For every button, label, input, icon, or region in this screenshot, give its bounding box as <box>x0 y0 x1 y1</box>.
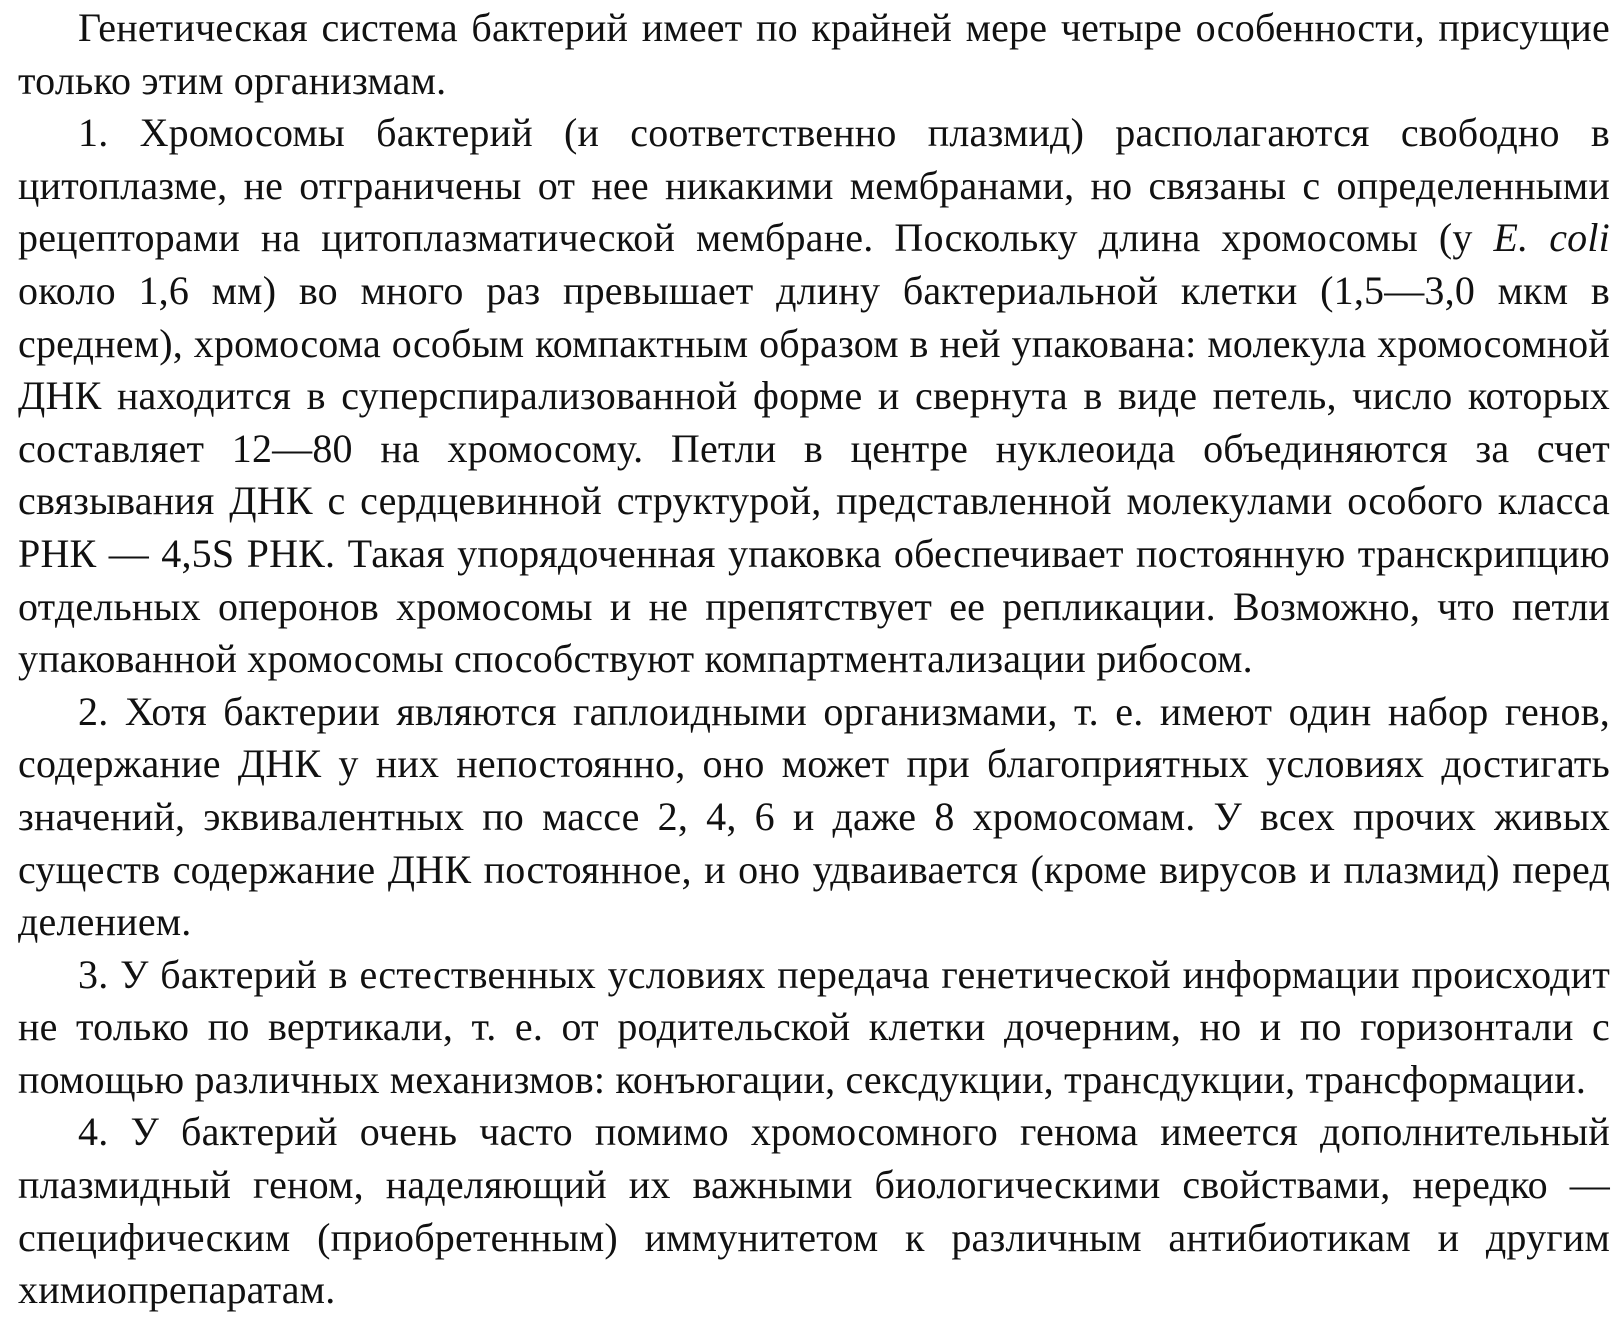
feature-3-paragraph: 3. У бактерий в естественных условиях передача генетической информации происходит не только по вертикали, т. е. от родительской клетки дочерним, но и по горизонтали с помощью различных механизмов: конъюгации, сексдукции, трансдукции, трансформации. <box>18 951 1610 1102</box>
document-page <box>18 2 1610 1317</box>
feature-2-paragraph: 2. Хотя бактерии являются гаплоидными организмами, т. е. имеют один набор генов, содержание ДНК у них непостоянно, оно может при благоприятных условиях достигать значений, эквивалентных по массе 2, 4, 6 и даже 8 хромосомам. У всех прочих живых существ содержание ДНК постоянное, и оно удваивается (кроме вирусов и плазмид) перед делением. <box>18 688 1610 945</box>
feature-1-text-start: 1. Хромосомы бактерий (и соответственно плазмид) располагаются свободно в цитоплазме, не отграничены от нее никакими мембранами, но связаны с определенными рецепторами на цитоплазматической мембране. Поскольку длина хромосомы (у <box>18 110 1610 261</box>
feature-1-text-end: около 1,6 мм) во много раз превышает длину бактериальной клетки (1,5—3,0 мкм в среднем), хромосома особым компактным образом в ней упакована: молекула хромосомной ДНК находится в суперспирализованной форме и свернута в виде петель, число которых составляет 12—80 на хромосому. Петли в центре нуклеоида объединяются за счет связывания ДНК с сердцевинной структурой, представленной молекулами особого класса РНК — 4,5S РНК. Такая упорядоченная упаковка обеспечивает постоянную транскрипцию отдельных оперонов хромосомы и не препятствует ее репликации. Возможно, что петли упакованной хромосомы способствуют компартментализации рибосом. <box>18 267 1610 682</box>
feature-1-paragraph <box>18 107 1610 686</box>
species-name: E. coli <box>1493 215 1610 261</box>
intro-paragraph: Генетическая система бактерий имеет по крайней мере четыре особенности, присущие только этим организмам. <box>18 5 1610 103</box>
feature-4-paragraph: 4. У бактерий очень часто помимо хромосомного генома имеется дополнительный плазмидный геном, наделяющий их важными биологическими свойствами, нередко — специфическим (приобретенным) иммунитетом к различным антибиотикам и другим химиопрепаратам. <box>18 1109 1610 1313</box>
